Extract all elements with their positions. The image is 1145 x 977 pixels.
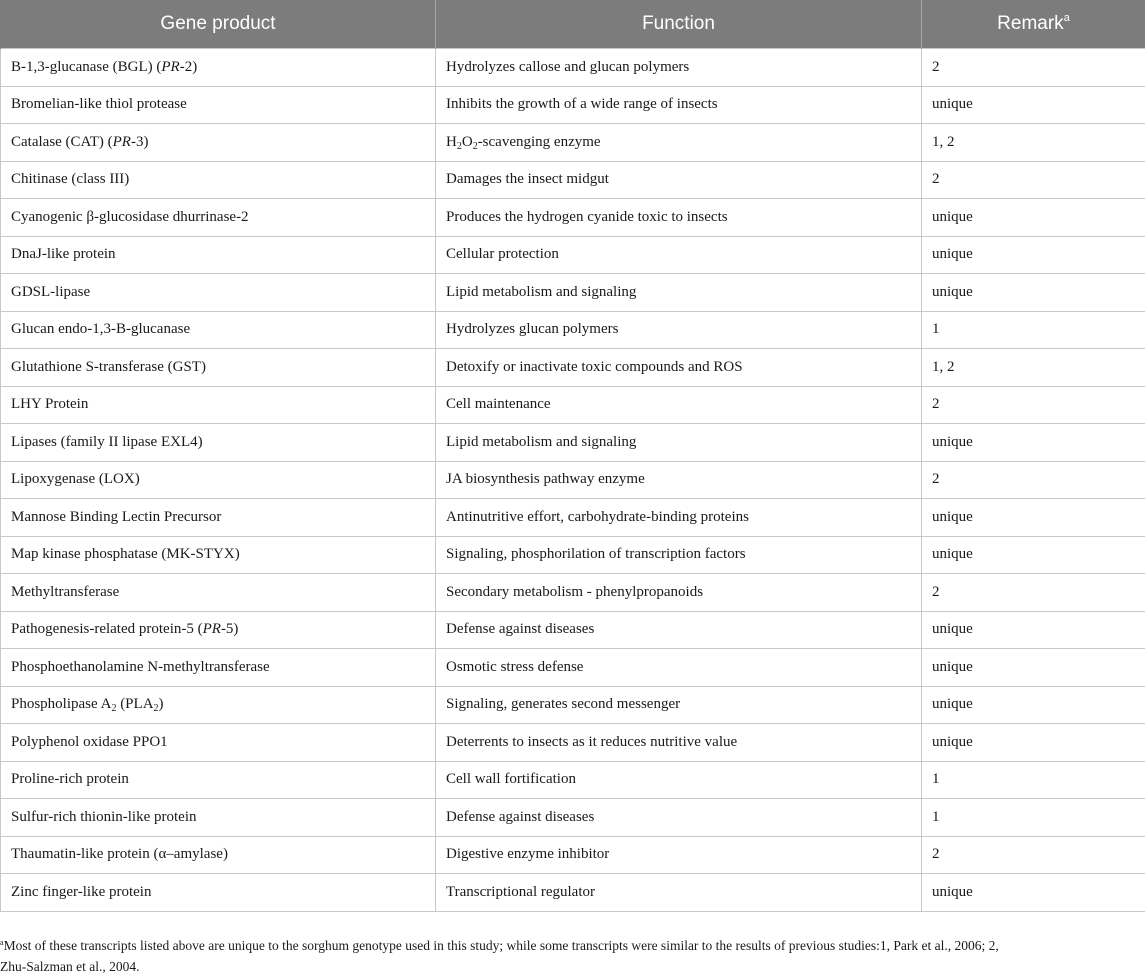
gene-product-text: (PLA	[116, 696, 154, 713]
remark-text: 1	[932, 808, 940, 825]
gene-product-subscript: 2	[111, 703, 117, 715]
gene-product-text: -5)	[220, 621, 239, 638]
cell-function	[436, 349, 922, 387]
cell-remark	[922, 199, 1145, 237]
cell-remark	[922, 536, 1145, 574]
cell-gene-product	[1, 799, 436, 837]
cell-gene-product	[1, 686, 436, 724]
cell-gene-product	[1, 874, 436, 912]
cell-function	[436, 274, 922, 312]
gene-product-subscript: 2	[153, 703, 159, 715]
cell-function	[436, 311, 922, 349]
remark-text: 2	[932, 396, 940, 413]
cell-function	[436, 386, 922, 424]
remark-text: unique	[932, 658, 973, 675]
remark-text: 1	[932, 771, 940, 788]
function-text: -scavenging enzyme	[477, 133, 601, 150]
function-text: Hydrolyzes glucan polymers	[446, 321, 619, 338]
gene-product-text: Pathogenesis-related protein-5 (	[11, 621, 203, 638]
cell-remark	[922, 236, 1145, 274]
remark-text: unique	[932, 621, 973, 638]
cell-gene-product	[1, 649, 436, 687]
table-row	[1, 686, 1145, 724]
cell-function	[436, 236, 922, 274]
gene-product-text: DnaJ-like protein	[11, 246, 116, 263]
cell-gene-product	[1, 124, 436, 162]
function-subscript: 2	[456, 140, 462, 152]
header-function-label: Function	[642, 13, 715, 34]
remark-text: unique	[932, 433, 973, 450]
remark-text: 2	[932, 846, 940, 863]
gene-product-text: Chitinase (class III)	[11, 171, 130, 188]
remark-text: 1	[932, 321, 940, 338]
cell-gene-product	[1, 424, 436, 462]
function-text: JA biosynthesis pathway enzyme	[446, 471, 645, 488]
cell-gene-product	[1, 386, 436, 424]
gene-product-text: Glucan endo-1,3-B-glucanase	[11, 321, 191, 338]
gene-product-text: GDSL-lipase	[11, 283, 91, 300]
table-row	[1, 574, 1145, 612]
cell-remark	[922, 874, 1145, 912]
table-row	[1, 349, 1145, 387]
table-row	[1, 424, 1145, 462]
gene-product-text: B-1,3-glucanase (BGL) (	[11, 58, 162, 75]
table-row	[1, 649, 1145, 687]
function-text: Inhibits the growth of a wide range of insects	[446, 96, 718, 113]
gene-product-text: Zinc finger-like protein	[11, 883, 152, 900]
function-text: Defense against diseases	[446, 621, 595, 638]
cell-remark	[922, 724, 1145, 762]
cell-function	[436, 611, 922, 649]
remark-text: unique	[932, 96, 973, 113]
cell-function	[436, 86, 922, 124]
function-text: Cellular protection	[446, 246, 559, 263]
cell-function	[436, 461, 922, 499]
cell-remark	[922, 499, 1145, 537]
table-row	[1, 461, 1145, 499]
remark-text: unique	[932, 733, 973, 750]
header-remark	[922, 0, 1145, 49]
footnote-marker: a	[0, 938, 4, 947]
cell-remark	[922, 799, 1145, 837]
function-text: H	[446, 133, 457, 150]
header-gene-product	[1, 0, 436, 49]
cell-gene-product	[1, 199, 436, 237]
table-row	[1, 386, 1145, 424]
remark-text: unique	[932, 208, 973, 225]
gene-product-text: Bromelian-like thiol protease	[11, 96, 187, 113]
table-row	[1, 274, 1145, 312]
cell-function	[436, 724, 922, 762]
footnote-line-2: Zhu-Salzman et al., 2004.	[0, 959, 140, 974]
cell-gene-product	[1, 574, 436, 612]
table-footnote	[0, 935, 1145, 977]
cell-gene-product	[1, 761, 436, 799]
gene-product-text: Catalase (CAT) (	[11, 133, 113, 150]
cell-remark	[922, 386, 1145, 424]
gene-product-text: Phospholipase A	[11, 696, 112, 713]
gene-product-text: Map kinase phosphatase (MK-STYX)	[11, 546, 240, 563]
function-text: Deterrents to insects as it reduces nutritive value	[446, 733, 738, 750]
cell-function	[436, 536, 922, 574]
cell-remark	[922, 311, 1145, 349]
cell-function	[436, 836, 922, 874]
remark-text: unique	[932, 883, 973, 900]
cell-remark	[922, 86, 1145, 124]
function-text: Secondary metabolism - phenylpropanoids	[446, 583, 704, 600]
cell-remark	[922, 836, 1145, 874]
cell-remark	[922, 686, 1145, 724]
header-remark-label: Remark	[997, 13, 1064, 34]
gene-product-text: -2)	[179, 58, 198, 75]
cell-gene-product	[1, 499, 436, 537]
function-text: Detoxify or inactivate toxic compounds and ROS	[446, 358, 743, 375]
table-row	[1, 724, 1145, 762]
header-function	[436, 0, 922, 49]
table-body	[1, 49, 1145, 912]
remark-text: unique	[932, 508, 973, 525]
remark-text: unique	[932, 283, 973, 300]
gene-product-text: LHY Protein	[11, 396, 89, 413]
table-row	[1, 761, 1145, 799]
cell-gene-product	[1, 274, 436, 312]
remark-text: 2	[932, 58, 940, 75]
cell-remark	[922, 649, 1145, 687]
gene-product-text: Lipoxygenase (LOX)	[11, 471, 140, 488]
function-text: Signaling, phosphorilation of transcription factors	[446, 546, 746, 563]
function-text: Lipid metabolism and signaling	[446, 433, 637, 450]
cell-function	[436, 161, 922, 199]
cell-function	[436, 424, 922, 462]
gene-product-italic-text: PR	[161, 58, 180, 75]
cell-gene-product	[1, 349, 436, 387]
function-text: Lipid metabolism and signaling	[446, 283, 637, 300]
table-row	[1, 311, 1145, 349]
cell-remark	[922, 761, 1145, 799]
cell-remark	[922, 49, 1145, 87]
cell-function	[436, 686, 922, 724]
gene-product-text: Phosphoethanolamine N-methyltransferase	[11, 658, 270, 675]
table-row	[1, 86, 1145, 124]
cell-remark	[922, 424, 1145, 462]
cell-gene-product	[1, 461, 436, 499]
cell-function	[436, 574, 922, 612]
cell-gene-product	[1, 236, 436, 274]
cell-remark	[922, 274, 1145, 312]
table-header-row	[1, 0, 1145, 49]
table-row	[1, 799, 1145, 837]
cell-gene-product	[1, 611, 436, 649]
gene-product-text: Proline-rich protein	[11, 771, 129, 788]
function-text: O	[461, 133, 473, 150]
table-row	[1, 836, 1145, 874]
table-row	[1, 124, 1145, 162]
cell-remark	[922, 611, 1145, 649]
gene-product-text: Cyanogenic β-glucosidase dhurrinase-2	[11, 208, 249, 225]
function-text: Digestive enzyme inhibitor	[446, 846, 610, 863]
gene-product-text: Thaumatin-like protein (α–amylase)	[11, 846, 228, 863]
remark-text: 1, 2	[932, 358, 955, 375]
cell-remark	[922, 461, 1145, 499]
cell-remark	[922, 574, 1145, 612]
table-row	[1, 499, 1145, 537]
function-text: Signaling, generates second messenger	[446, 696, 681, 713]
cell-remark	[922, 349, 1145, 387]
cell-function	[436, 799, 922, 837]
cell-gene-product	[1, 86, 436, 124]
function-text: Cell maintenance	[446, 396, 551, 413]
remark-text: 2	[932, 583, 940, 600]
cell-function	[436, 199, 922, 237]
cell-function	[436, 761, 922, 799]
gene-product-italic-text: PR	[112, 133, 131, 150]
function-text: Antinutritive effort, carbohydrate-binding proteins	[446, 508, 749, 525]
gene-product-text: Methyltransferase	[11, 583, 120, 600]
function-text: Produces the hydrogen cyanide toxic to insects	[446, 208, 728, 225]
gene-product-text: Mannose Binding Lectin Precursor	[11, 508, 222, 525]
function-text: Osmotic stress defense	[446, 658, 584, 675]
function-text: Transcriptional regulator	[446, 883, 595, 900]
cell-gene-product	[1, 49, 436, 87]
header-gene-product-label: Gene product	[160, 13, 276, 34]
table-row	[1, 199, 1145, 237]
cell-function	[436, 649, 922, 687]
cell-function	[436, 124, 922, 162]
function-text: Hydrolyzes callose and glucan polymers	[446, 58, 690, 75]
remark-text: 1, 2	[932, 133, 955, 150]
function-text: Defense against diseases	[446, 808, 595, 825]
cell-remark	[922, 124, 1145, 162]
header-remark-footnote-marker: a	[1063, 12, 1070, 24]
gene-product-text: Lipases (family II lipase EXL4)	[11, 433, 203, 450]
gene-product-text: -3)	[130, 133, 149, 150]
cell-remark	[922, 161, 1145, 199]
cell-function	[436, 49, 922, 87]
cell-function	[436, 874, 922, 912]
function-text: Damages the insect midgut	[446, 171, 609, 188]
table-row	[1, 49, 1145, 87]
table-row	[1, 611, 1145, 649]
gene-product-text: Polyphenol oxidase PPO1	[11, 733, 168, 750]
cell-gene-product	[1, 161, 436, 199]
cell-gene-product	[1, 311, 436, 349]
gene-product-text: )	[158, 696, 164, 713]
remark-text: 2	[932, 471, 940, 488]
cell-gene-product	[1, 836, 436, 874]
remark-text: unique	[932, 546, 973, 563]
remark-text: unique	[932, 246, 973, 263]
gene-product-text: Glutathione S-transferase (GST)	[11, 358, 206, 375]
function-subscript: 2	[472, 140, 478, 152]
cell-gene-product	[1, 536, 436, 574]
remark-text: 2	[932, 171, 940, 188]
remark-text: unique	[932, 696, 973, 713]
table-row	[1, 874, 1145, 912]
cell-gene-product	[1, 724, 436, 762]
table-row	[1, 236, 1145, 274]
footnote-line-1: Most of these transcripts listed above are unique to the sorghum genotype used in this study; while some transcripts were similar to the results of previous studies:1, Park et al., 2006; 2,	[3, 938, 999, 953]
table-row	[1, 536, 1145, 574]
table-row	[1, 161, 1145, 199]
gene-product-italic-text: PR	[202, 621, 221, 638]
gene-product-text: Sulfur-rich thionin-like protein	[11, 808, 197, 825]
function-text: Cell wall fortification	[446, 771, 576, 788]
cell-function	[436, 499, 922, 537]
